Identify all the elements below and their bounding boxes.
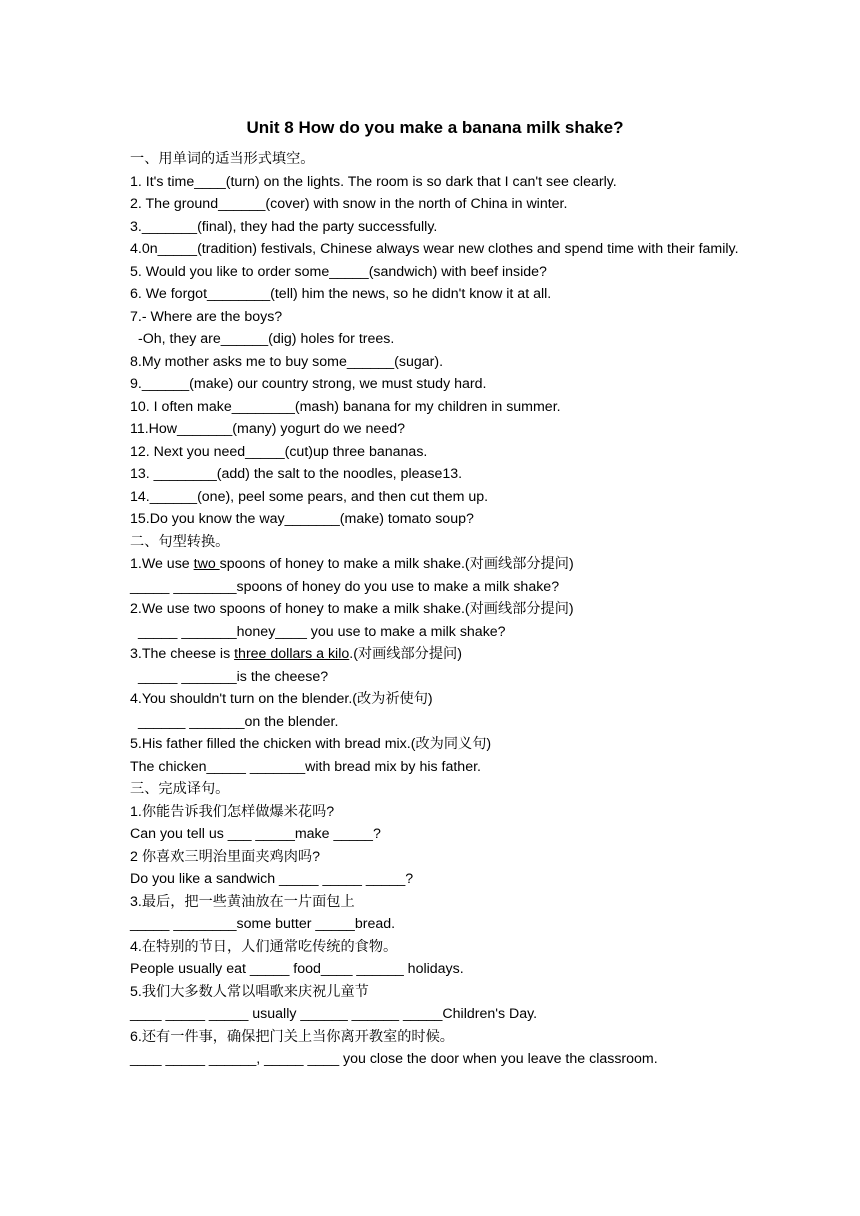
- section3-q1-chinese: 1.你能告诉我们怎样做爆米花吗?: [130, 803, 335, 820]
- section3-q3-chinese: 3.最后，把一些黄油放在一片面包上: [130, 893, 355, 910]
- section3-q3-english: _____ ________some butter _____bread.: [130, 916, 396, 932]
- section2-q1-before: 1.We use: [130, 556, 194, 572]
- section1-item-11: 11.How_______(many) yogurt do we need?: [130, 421, 405, 437]
- section2-q1-after: spoons of honey to make a milk shake.(对画线部分提问): [219, 556, 574, 572]
- section2-q3: [130, 643, 740, 666]
- section2-q3-before: 3.The cheese is: [130, 646, 235, 662]
- section3-q2-english: Do you like a sandwich _____ _____ _____?: [130, 871, 414, 887]
- section3-q1-english: Can you tell us ___ _____make _____?: [130, 826, 381, 842]
- section2-q2: 2.We use two spoons of honey to make a milk shake.(对画线部分提问): [130, 601, 574, 617]
- section1-item-7-answer: -Oh, they are______(dig) holes for trees.: [138, 331, 395, 347]
- section2-q4: 4.You shouldn't turn on the blender.(改为祈使句): [130, 691, 433, 707]
- section3-heading: 三、完成译句。: [130, 781, 230, 797]
- section1-item-7-question: 7.- Where are the boys?: [130, 308, 283, 325]
- section3-q4-english: People usually eat _____ food____ ______ holidays.: [130, 961, 464, 977]
- section1-item-15: 15.Do you know the way_______(make) tomato soup?: [130, 511, 474, 527]
- section1-item-2: 2. The ground______(cover) with snow in the north of China in winter.: [130, 196, 568, 212]
- section2-q3-underlined: three dollars a kilo: [234, 646, 350, 662]
- page-title: Unit 8 How do you make a banana milk shake?: [246, 118, 624, 137]
- section1-item-9: 9.______(make) our country strong, we must study hard.: [130, 376, 487, 392]
- section1-item-14: 14.______(one), peel some pears, and then cut them up.: [130, 488, 489, 505]
- section3-q2-chinese: 2 你喜欢三明治里面夹鸡肉吗?: [130, 848, 320, 865]
- section1-item-4: 4.0n_____(tradition) festivals, Chinese always wear new clothes and spend time with their family.: [130, 241, 739, 257]
- section2-q3-answer: _____ _______is the cheese?: [138, 668, 329, 685]
- section1-item-13: 13. ________(add) the salt to the noodles, please13.: [130, 466, 463, 482]
- section2-q2-answer: _____ _______honey____ you use to make a milk shake?: [138, 623, 506, 640]
- section1-item-8: 8.My mother asks me to buy some______(sugar).: [130, 353, 444, 370]
- section3-q5-english: ____ _____ _____ usually ______ ______ _____Children's Day.: [130, 1006, 538, 1022]
- section2-q1-underlined: two: [193, 556, 220, 572]
- section2-q5-answer: The chicken_____ _______with bread mix by his father.: [130, 758, 481, 775]
- section2-q1: [130, 553, 740, 576]
- section3-q5-chinese: 5.我们大多数人常以唱歌来庆祝儿童节: [130, 983, 369, 1000]
- worksheet-page: [130, 116, 740, 1071]
- section2-heading: 二、句型转换。: [130, 533, 230, 550]
- section1-item-5: 5. Would you like to order some_____(sandwich) with beef inside?: [130, 263, 547, 280]
- section1-item-3: 3._______(final), they had the party successfully.: [130, 218, 438, 235]
- section2-q4-answer: ______ _______on the blender.: [138, 713, 339, 730]
- section2-q3-after: .(对画线部分提问): [349, 646, 462, 662]
- section1-item-12: 12. Next you need_____(cut)up three bananas.: [130, 443, 428, 460]
- section1-item-1: 1. It's time____(turn) on the lights. The room is so dark that I can't see clearly.: [130, 173, 617, 190]
- section3-q6-english: ____ _____ ______, _____ ____ you close the door when you leave the classroom.: [130, 1051, 658, 1067]
- section1-item-10: 10. I often make________(mash) banana for my children in summer.: [130, 398, 561, 415]
- section1-heading: 一、用单词的适当形式填空。: [130, 151, 315, 167]
- section2-q1-answer: _____ ________spoons of honey do you use to make a milk shake?: [130, 578, 560, 595]
- section3-q6-chinese: 6.还有一件事，确保把门关上当你离开教室的时候。: [130, 1028, 454, 1045]
- section3-q4-chinese: 4.在特别的节日，人们通常吃传统的食物。: [130, 938, 398, 955]
- section1-item-6: 6. We forgot________(tell) him the news, so he didn't know it at all.: [130, 286, 552, 302]
- section2-q5: 5.His father filled the chicken with bread mix.(改为同义句): [130, 736, 492, 752]
